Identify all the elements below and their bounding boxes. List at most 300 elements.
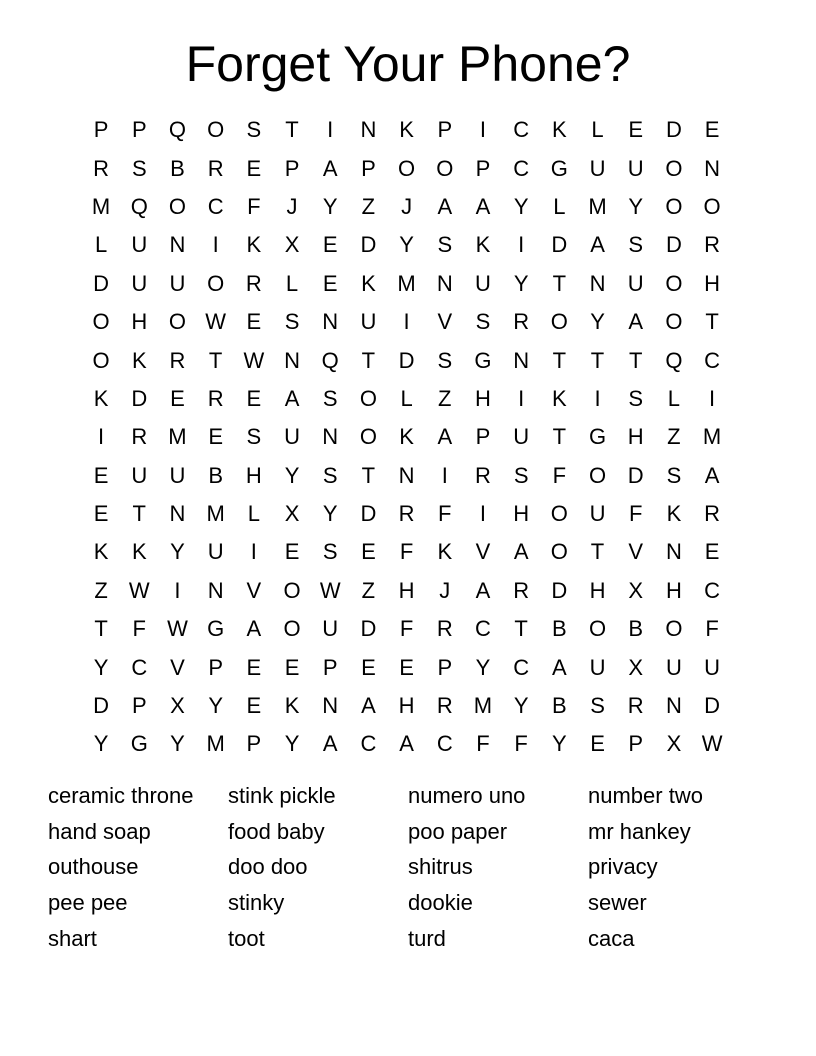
grid-letter: P bbox=[628, 731, 644, 757]
grid-letter: O bbox=[665, 193, 683, 219]
grid-letter: D bbox=[665, 117, 682, 143]
grid-letter: N bbox=[665, 693, 682, 719]
grid-row bbox=[82, 687, 732, 725]
grid-letter: N bbox=[322, 424, 339, 450]
grid-letter: N bbox=[436, 270, 453, 296]
grid-letter: I bbox=[479, 117, 487, 143]
grid-letter: K bbox=[552, 385, 567, 411]
grid-letter: M bbox=[397, 270, 416, 296]
grid-letter: X bbox=[284, 501, 300, 527]
grid-letter: M bbox=[168, 424, 187, 450]
grid-letter: A bbox=[284, 385, 300, 411]
grid-letter: U bbox=[131, 270, 148, 296]
grid-letter: F bbox=[247, 193, 261, 219]
grid-letter: T bbox=[361, 462, 376, 488]
grid-letter: A bbox=[475, 193, 491, 219]
grid-row bbox=[82, 341, 732, 379]
word-bank-item: number two bbox=[588, 783, 703, 808]
grid-row bbox=[82, 725, 732, 763]
grid-letter: R bbox=[169, 347, 186, 373]
grid-letter: E bbox=[246, 654, 262, 680]
grid-letter: O bbox=[283, 577, 301, 603]
grid-letter: Y bbox=[322, 501, 338, 527]
grid-letter: W bbox=[205, 309, 227, 335]
grid-letter: C bbox=[704, 347, 721, 373]
grid-letter: L bbox=[94, 232, 108, 258]
grid-letter: G bbox=[550, 155, 568, 181]
grid-row bbox=[82, 648, 732, 686]
word-bank-item: caca bbox=[588, 925, 635, 951]
grid-letter: S bbox=[322, 462, 338, 488]
grid-letter: K bbox=[361, 270, 376, 296]
grid-letter: Y bbox=[284, 462, 300, 488]
grid-letter: I bbox=[98, 424, 105, 450]
grid-letter: S bbox=[590, 693, 605, 719]
grid-letter: E bbox=[246, 155, 262, 181]
grid-letter: O bbox=[168, 309, 187, 335]
grid-letter: E bbox=[246, 309, 262, 335]
grid-letter: I bbox=[403, 309, 410, 335]
grid-letter: O bbox=[359, 385, 377, 411]
grid-letter: R bbox=[627, 693, 644, 719]
grid-row bbox=[82, 303, 732, 341]
grid-letter: M bbox=[91, 193, 111, 219]
grid-letter: D bbox=[551, 577, 568, 603]
grid-letter: K bbox=[284, 693, 300, 719]
grid-letter: R bbox=[704, 232, 721, 258]
grid-letter: A bbox=[513, 539, 529, 565]
grid-letter: V bbox=[246, 577, 262, 603]
word-bank-item: turd bbox=[408, 925, 446, 951]
grid-letter: A bbox=[552, 654, 567, 680]
grid-letter: O bbox=[665, 616, 683, 642]
grid-letter: S bbox=[475, 309, 491, 335]
grid-letter: D bbox=[665, 232, 682, 258]
word-bank-item: mr hankey bbox=[588, 818, 691, 844]
grid-letter: D bbox=[360, 616, 377, 642]
grid-letter: N bbox=[360, 117, 377, 143]
grid-letter: F bbox=[399, 539, 414, 565]
grid-letter: H bbox=[475, 385, 491, 411]
grid-letter: K bbox=[93, 385, 109, 411]
grid-letter: H bbox=[245, 462, 262, 488]
grid-letter: G bbox=[130, 731, 148, 757]
grid-letter: P bbox=[93, 117, 109, 143]
word-bank-item: hand soap bbox=[48, 818, 151, 844]
grid-letter: S bbox=[246, 117, 262, 143]
grid-letter: Q bbox=[130, 193, 148, 219]
grid-letter: K bbox=[246, 232, 262, 258]
grid-letter: O bbox=[207, 117, 225, 143]
grid-letter: S bbox=[628, 385, 644, 411]
grid-letter: S bbox=[437, 232, 453, 258]
grid-letter: J bbox=[286, 193, 298, 219]
grid-letter: D bbox=[398, 347, 415, 373]
grid-letter: O bbox=[436, 155, 454, 181]
grid-letter: E bbox=[246, 693, 262, 719]
grid-letter: O bbox=[665, 309, 683, 335]
grid-letter: O bbox=[92, 347, 110, 373]
grid-letter: L bbox=[553, 193, 566, 219]
grid-letter: N bbox=[704, 155, 721, 181]
grid-letter: E bbox=[284, 539, 300, 565]
grid-letter: A bbox=[361, 693, 376, 719]
grid-letter: N bbox=[665, 539, 682, 565]
grid-letter: S bbox=[437, 347, 453, 373]
grid-letter: Y bbox=[284, 731, 300, 757]
grid-letter: E bbox=[590, 731, 605, 757]
grid-letter: I bbox=[212, 232, 219, 258]
grid-letter: S bbox=[628, 232, 644, 258]
grid-letter: N bbox=[284, 347, 300, 373]
grid-letter: D bbox=[551, 232, 568, 258]
word-bank bbox=[48, 778, 768, 956]
grid-letter: Y bbox=[208, 693, 223, 719]
grid-letter: U bbox=[589, 654, 606, 680]
grid-row bbox=[82, 111, 732, 149]
grid-letter: E bbox=[208, 424, 223, 450]
grid-letter: S bbox=[284, 309, 300, 335]
grid-letter: O bbox=[207, 270, 225, 296]
grid-letter: O bbox=[398, 155, 416, 181]
grid-letter: H bbox=[131, 309, 148, 335]
grid-letter: D bbox=[360, 232, 377, 258]
grid-row bbox=[82, 495, 732, 533]
word-bank-item: ceramic throne bbox=[48, 783, 194, 808]
grid-letter: R bbox=[245, 270, 262, 296]
grid-letter: U bbox=[513, 424, 530, 450]
grid-letter: Y bbox=[399, 232, 414, 258]
grid-letter: B bbox=[628, 616, 644, 642]
grid-row bbox=[82, 188, 732, 226]
grid-letter: X bbox=[628, 577, 644, 603]
grid-letter: M bbox=[473, 693, 493, 719]
grid-letter: W bbox=[167, 616, 188, 642]
grid-letter: I bbox=[518, 232, 525, 258]
grid-letter: D bbox=[93, 693, 110, 719]
grid-letter: E bbox=[399, 654, 414, 680]
grid-letter: W bbox=[701, 731, 723, 757]
grid-letter: H bbox=[398, 577, 415, 603]
grid-letter: F bbox=[514, 731, 528, 757]
grid-letter: S bbox=[322, 385, 338, 411]
grid-letter: F bbox=[132, 616, 146, 642]
grid-letter: K bbox=[399, 117, 414, 143]
grid-letter: T bbox=[208, 347, 223, 373]
grid-letter: T bbox=[628, 347, 643, 373]
grid-letter: A bbox=[475, 577, 491, 603]
grid-letter: Q bbox=[168, 117, 187, 143]
grid-letter: P bbox=[361, 155, 376, 181]
grid-letter: A bbox=[437, 424, 453, 450]
grid-letter: R bbox=[513, 577, 530, 603]
grid-letter: C bbox=[436, 731, 453, 757]
grid-letter: W bbox=[243, 347, 265, 373]
grid-letter: V bbox=[170, 654, 185, 680]
grid-letter: K bbox=[399, 424, 414, 450]
grid-letter: U bbox=[704, 654, 721, 680]
grid-letter: T bbox=[590, 539, 605, 565]
grid-letter: V bbox=[475, 539, 491, 565]
grid-letter: I bbox=[479, 501, 487, 527]
grid-row bbox=[82, 418, 732, 456]
grid-letter: H bbox=[704, 270, 721, 296]
grid-letter: Q bbox=[321, 347, 339, 373]
grid-letter: R bbox=[207, 385, 224, 411]
word-bank-item: privacy bbox=[588, 854, 658, 880]
grid-row bbox=[82, 572, 732, 610]
grid-letter: V bbox=[437, 309, 453, 335]
grid-letter: C bbox=[513, 155, 530, 181]
grid-letter: T bbox=[285, 117, 299, 143]
grid-letter: X bbox=[170, 693, 185, 719]
grid-letter: O bbox=[588, 616, 607, 642]
grid-letter: R bbox=[475, 462, 491, 488]
grid-letter: T bbox=[132, 501, 146, 527]
grid-letter: X bbox=[284, 232, 300, 258]
grid-letter: Y bbox=[170, 731, 185, 757]
grid-row bbox=[82, 380, 732, 418]
grid-letter: K bbox=[131, 347, 147, 373]
grid-letter: N bbox=[207, 577, 224, 603]
grid-letter: C bbox=[207, 193, 224, 219]
grid-letter: A bbox=[322, 731, 338, 757]
grid-letter: P bbox=[475, 424, 491, 450]
grid-letter: O bbox=[665, 270, 683, 296]
grid-letter: H bbox=[398, 693, 415, 719]
grid-letter: N bbox=[169, 501, 186, 527]
puzzle-title: Forget Your Phone? bbox=[185, 36, 631, 92]
grid-letter: I bbox=[327, 117, 334, 143]
letter-grid bbox=[82, 111, 732, 764]
grid-letter: O bbox=[283, 616, 301, 642]
grid-letter: T bbox=[514, 616, 528, 642]
grid-letter: I bbox=[594, 385, 601, 411]
grid-letter: D bbox=[627, 462, 644, 488]
grid-letter: T bbox=[552, 424, 567, 450]
grid-letter: K bbox=[475, 232, 491, 258]
grid-letter: R bbox=[93, 155, 110, 181]
grid-letter: O bbox=[92, 309, 110, 335]
grid-letter: P bbox=[437, 117, 453, 143]
word-bank-item: sewer bbox=[588, 890, 647, 916]
grid-letter: P bbox=[131, 117, 147, 143]
word-bank-item: numero uno bbox=[408, 783, 526, 808]
grid-letter: F bbox=[705, 616, 719, 642]
grid-letter: P bbox=[131, 693, 147, 719]
grid-letter: T bbox=[590, 347, 605, 373]
grid-letter: A bbox=[399, 731, 414, 757]
grid-letter: E bbox=[361, 539, 376, 565]
grid-letter: Y bbox=[322, 193, 338, 219]
grid-row bbox=[82, 226, 732, 264]
grid-letter: R bbox=[436, 693, 453, 719]
grid-letter: A bbox=[246, 616, 262, 642]
grid-letter: T bbox=[705, 309, 719, 335]
grid-letter: S bbox=[513, 462, 529, 488]
grid-letter: K bbox=[552, 117, 567, 143]
grid-letter: R bbox=[207, 155, 224, 181]
grid-letter: N bbox=[513, 347, 530, 373]
grid-letter: K bbox=[131, 539, 147, 565]
grid-letter: B bbox=[552, 616, 567, 642]
grid-letter: M bbox=[206, 501, 225, 527]
grid-letter: M bbox=[702, 424, 722, 450]
word-bank-item: shitrus bbox=[408, 854, 473, 880]
grid-letter: O bbox=[665, 155, 683, 181]
grid-letter: B bbox=[170, 155, 185, 181]
grid-letter: U bbox=[627, 270, 644, 296]
grid-letter: R bbox=[436, 616, 453, 642]
grid-letter: I bbox=[250, 539, 257, 565]
grid-letter: R bbox=[704, 501, 721, 527]
grid-letter: A bbox=[704, 462, 720, 488]
grid-letter: H bbox=[665, 577, 682, 603]
grid-letter: O bbox=[168, 193, 187, 219]
grid-row bbox=[82, 533, 732, 571]
grid-letter: S bbox=[131, 155, 147, 181]
grid-letter: U bbox=[169, 462, 186, 488]
word-bank-item: outhouse bbox=[48, 854, 139, 880]
grid-letter: V bbox=[628, 539, 644, 565]
grid-letter: Z bbox=[438, 385, 452, 411]
grid-letter: O bbox=[359, 424, 377, 450]
grid-letter: H bbox=[589, 577, 606, 603]
grid-letter: R bbox=[513, 309, 530, 335]
grid-letter: G bbox=[474, 347, 492, 373]
word-bank-item: stinky bbox=[228, 890, 285, 916]
word-bank-item: dookie bbox=[408, 890, 473, 916]
grid-letter: U bbox=[475, 270, 491, 296]
grid-letter: A bbox=[437, 193, 453, 219]
grid-letter: M bbox=[206, 731, 225, 757]
grid-letter: Y bbox=[513, 193, 529, 219]
grid-letter: O bbox=[703, 193, 721, 219]
grid-letter: O bbox=[550, 501, 568, 527]
grid-letter: P bbox=[322, 654, 338, 680]
grid-letter: U bbox=[360, 309, 377, 335]
grid-letter: U bbox=[322, 616, 339, 642]
grid-letter: T bbox=[552, 347, 567, 373]
grid-letter: E bbox=[93, 501, 109, 527]
grid-letter: N bbox=[589, 270, 606, 296]
word-bank-item: food baby bbox=[228, 818, 325, 844]
grid-letter: X bbox=[628, 654, 644, 680]
grid-letter: Y bbox=[552, 731, 567, 757]
grid-letter: P bbox=[437, 654, 453, 680]
grid-letter: F bbox=[399, 616, 414, 642]
grid-letter: M bbox=[588, 193, 607, 219]
grid-letter: Y bbox=[590, 309, 605, 335]
grid-letter: U bbox=[627, 155, 644, 181]
grid-letter: Z bbox=[667, 424, 681, 450]
word-bank-item: stink pickle bbox=[228, 783, 336, 808]
grid-letter: E bbox=[246, 385, 262, 411]
grid-row bbox=[82, 610, 732, 648]
grid-letter: U bbox=[131, 232, 148, 258]
grid-letter: E bbox=[704, 117, 720, 143]
grid-letter: P bbox=[246, 731, 262, 757]
grid-letter: P bbox=[208, 654, 223, 680]
grid-letter: E bbox=[704, 539, 720, 565]
grid-letter: S bbox=[246, 424, 262, 450]
grid-letter: U bbox=[589, 501, 606, 527]
grid-letter: U bbox=[284, 424, 300, 450]
grid-letter: Z bbox=[361, 577, 376, 603]
grid-letter: N bbox=[398, 462, 415, 488]
grid-letter: H bbox=[513, 501, 530, 527]
grid-letter: C bbox=[360, 731, 377, 757]
grid-letter: Q bbox=[665, 347, 683, 373]
grid-letter: I bbox=[709, 385, 716, 411]
word-bank-item: pee pee bbox=[48, 890, 128, 916]
grid-letter: F bbox=[476, 731, 490, 757]
grid-letter: Z bbox=[361, 193, 376, 219]
grid-letter: N bbox=[169, 232, 186, 258]
grid-letter: K bbox=[666, 501, 682, 527]
grid-letter: P bbox=[284, 155, 300, 181]
grid-letter: C bbox=[475, 616, 491, 642]
word-bank-item: shart bbox=[48, 925, 97, 951]
grid-letter: I bbox=[441, 462, 448, 488]
grid-letter: W bbox=[128, 577, 150, 603]
grid-letter: A bbox=[322, 155, 338, 181]
grid-letter: R bbox=[131, 424, 148, 450]
word-bank-item: poo paper bbox=[408, 818, 508, 844]
grid-letter: C bbox=[513, 654, 530, 680]
grid-letter: J bbox=[401, 193, 413, 219]
grid-letter: E bbox=[322, 232, 338, 258]
grid-letter: X bbox=[666, 731, 682, 757]
grid-letter: C bbox=[513, 117, 530, 143]
grid-letter: D bbox=[131, 385, 148, 411]
grid-letter: T bbox=[552, 270, 567, 296]
grid-letter: K bbox=[437, 539, 453, 565]
grid-letter: P bbox=[475, 155, 491, 181]
grid-letter: O bbox=[550, 309, 568, 335]
grid-letter: D bbox=[360, 501, 377, 527]
grid-letter: U bbox=[665, 654, 682, 680]
grid-row bbox=[82, 149, 732, 187]
grid-letter: F bbox=[628, 501, 643, 527]
grid-letter: L bbox=[591, 117, 604, 143]
grid-letter: Y bbox=[170, 539, 185, 565]
grid-letter: C bbox=[704, 577, 721, 603]
grid-letter: D bbox=[93, 270, 110, 296]
grid-letter: U bbox=[589, 155, 606, 181]
grid-letter: U bbox=[169, 270, 186, 296]
grid-letter: B bbox=[552, 693, 567, 719]
grid-letter: G bbox=[207, 616, 225, 642]
grid-letter: Y bbox=[93, 731, 109, 757]
grid-letter: O bbox=[550, 539, 568, 565]
grid-letter: U bbox=[131, 462, 148, 488]
grid-letter: F bbox=[552, 462, 567, 488]
grid-letter: W bbox=[319, 577, 341, 603]
grid-letter: L bbox=[400, 385, 413, 411]
grid-letter: E bbox=[322, 270, 338, 296]
grid-letter: L bbox=[247, 501, 260, 527]
grid-letter: Y bbox=[93, 654, 109, 680]
grid-letter: E bbox=[628, 117, 644, 143]
grid-letter: T bbox=[94, 616, 108, 642]
grid-letter: A bbox=[590, 232, 605, 258]
grid-letter: F bbox=[438, 501, 452, 527]
grid-row bbox=[82, 265, 732, 303]
grid-row bbox=[82, 457, 732, 495]
grid-letter: Z bbox=[94, 577, 108, 603]
grid-letter: E bbox=[361, 654, 376, 680]
